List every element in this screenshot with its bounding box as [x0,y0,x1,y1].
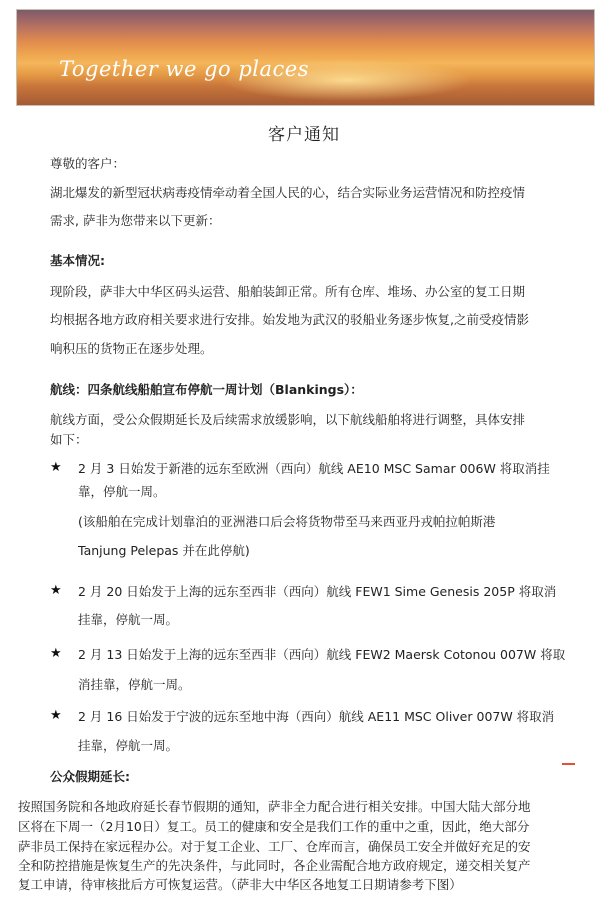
intro-line: 湖北爆发的新型冠状病毒疫情牵动着全国人民的心，结合实际业务运营情况和防控疫情 [50,185,526,200]
paragraph-line: 区将在下周一（2月10日）复工。员工的健康和安全是我们工作的重中之重，因此，绝大部分 [18,819,530,834]
banner-image [16,9,595,106]
accent-mark [562,763,575,765]
paragraph-line: 按照国务院和各地政府延长春节假期的通知，萨非全力配合进行相关安排。中国大陆大部分地 [18,799,531,814]
section-heading-routes: 航线：四条航线船舶宣布停航一周计划（Blankings）： [50,382,363,397]
greeting: 尊敬的客户： [50,156,126,171]
paragraph-line: 航线方面，受公众假期延长及后续需求放缓影响，以下航线船舶将进行调整，具体安排 [50,412,526,427]
route-item-note: Tanjung Pelepas 并在此停航) [78,543,250,558]
route-item-line: 挂靠，停航一周。 [78,738,179,753]
section-heading-holiday: 公众假期延长: [50,769,130,784]
paragraph-line: 萨非员工保持在家远程办公。对于复工企业、工厂、仓库而言，确保员工安全并做好充足的安 [18,839,531,854]
star-bullet-icon: ★ [50,460,62,475]
paragraph-line: 响积压的货物正在逐步处理。 [50,341,213,356]
route-item-note: (该船舶在完成计划靠泊的亚洲港口后会将货物带至马来西亚丹戎帕拉帕斯港 [78,514,496,529]
section-heading-basic: 基本情况: [50,253,105,268]
banner-slogan: Together we go places [59,57,309,81]
route-item-line: 靠，停航一周。 [78,484,166,499]
route-item-line: 消挂靠，停航一周。 [78,677,191,692]
route-item-line: 挂靠，停航一周。 [78,612,179,627]
star-bullet-icon: ★ [50,708,62,723]
star-bullet-icon: ★ [50,583,62,598]
page-title: 客户通知 [268,125,340,145]
route-item-line: 2 月 16 日始发于宁波的远东至地中海（西向）航线 AE11 MSC Oliver 007W 将取消 [78,709,555,724]
paragraph-line: 如下： [50,432,88,447]
star-bullet-icon: ★ [50,646,62,661]
paragraph-line: 现阶段，萨非大中华区码头运营、船舶装卸正常。所有仓库、堆场、办公室的复工日期 [50,284,526,299]
paragraph-line: 均根据各地方政府相关要求进行安排。始发地为武汉的驳船业务逐步恢复,之前受疫情影 [50,312,529,327]
route-item-line: 2 月 20 日始发于上海的远东至西非（西向）航线 FEW1 Sime Genesis 205P 将取消 [78,584,557,599]
intro-line: 需求, 萨非为您带来以下更新： [50,213,221,228]
route-item-line: 2 月 3 日始发于新港的远东至欧洲（西向）航线 AE10 MSC Samar 006W 将取消挂 [78,461,550,476]
route-item-line: 2 月 13 日始发于上海的远东至西非（西向）航线 FEW2 Maersk Cotonou 007W 将取 [78,647,566,662]
paragraph-line: 复工申请，待审核批后方可恢复运营。（萨非大中华区各地复工日期请参考下图） [18,877,462,892]
paragraph-line: 全和防控措施是恢复生产的先决条件，与此同时，各企业需配合地方政府规定，递交相关复产 [18,858,531,873]
